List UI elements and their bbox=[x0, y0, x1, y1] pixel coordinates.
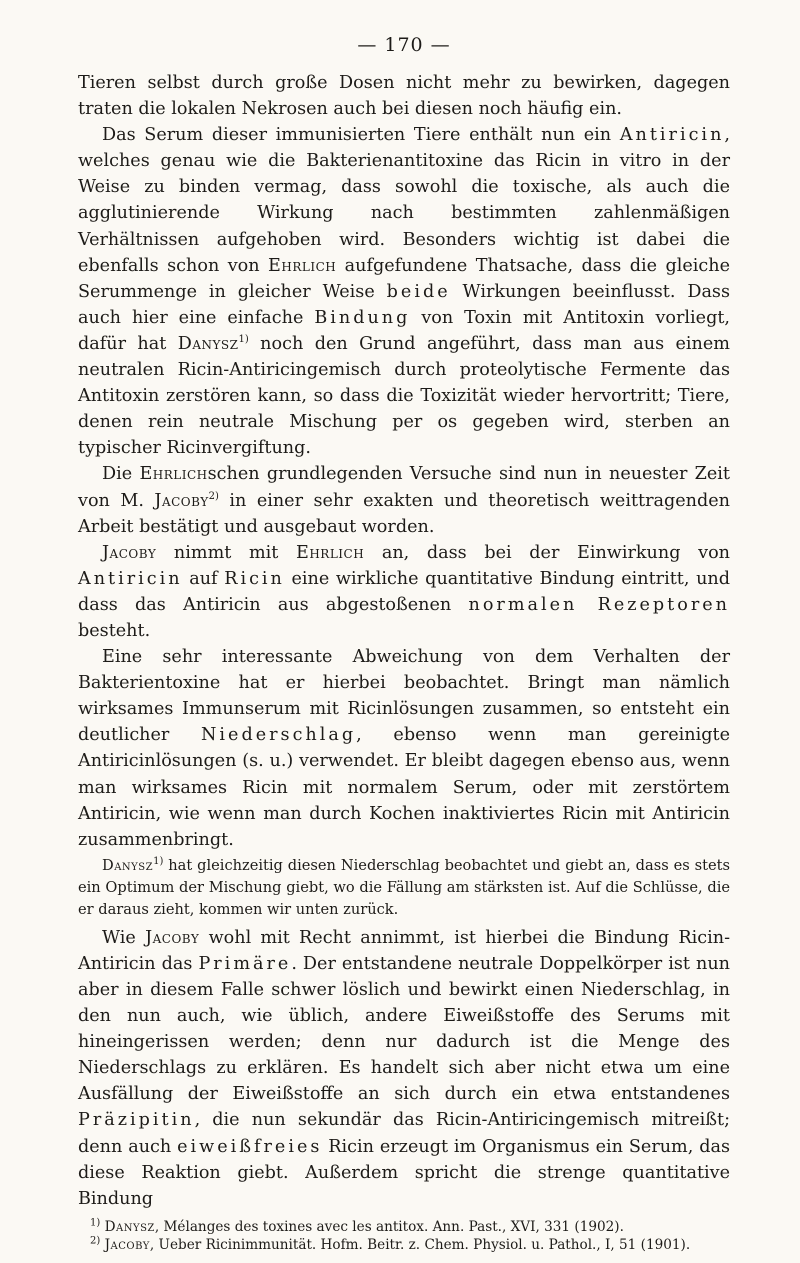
paragraph-5: Eine sehr interessante Abweichung von dem Verhalten der Bakterientoxine hat er hierbei beobachtet. Bringt man nämlich wirksames Immunserum mit Ricinlösungen zusammen, so entsteht ein deutlicher Niederschlag, ebenso wenn man gereinigte Antiricinlösungen (s. u.) verwendet. Er bleibt dagegen ebenso aus, wenn man wirksames Ricin mit normalem Serum, oder mit zerstörtem Antiricin, wie wenn man durch Kochen inaktiviertes Ricin mit Antiricin zusammenbringt. bbox=[78, 647, 730, 850]
emphasis-praezipitin: Präzipitin bbox=[78, 1110, 195, 1131]
footnote-ref: 1) bbox=[238, 334, 249, 346]
emphasis-antiricin: Antiricin bbox=[78, 568, 183, 589]
emphasis-bindung: Bindung bbox=[314, 307, 411, 328]
emphasis-rezeptoren: normalen Rezeptoren bbox=[468, 594, 730, 615]
paragraph-2: Das Serum dieser immunisierten Tiere enthält nun ein Antiricin, welches genau wie die Bakterienantitoxine das Ricin in vitro in der Weise zu binden vermag, dass sowohl die toxische, als auch die agglutinierende Wirkung nach bestimmten zahlenmäßigen Verhältnissen aufgehoben wird. Besonders wichtig ist dabei die ebenfalls schon von Ehrlich aufgefundene Thatsache, dass die gleiche Serummenge in gleicher Weise beide Wirkungen beeinflusst. Dass auch hier eine einfache Bindung von Toxin mit Antitoxin vorliegt, dafür hat Danysz$^{1)}$ noch den Grund angeführt, dass man aus einem neutralen Ricin-Antiricingemisch durch proteolytische Fermente das Antitoxin zerstören kann, so dass die Toxizität wieder hervortritt; Tiere, denen rein neutrale Mischung per os gegeben wird, sterben an typischer Ricinvergiftung. bbox=[78, 125, 731, 459]
author-name: Ehrlich bbox=[295, 542, 365, 563]
footnote-ref: 2) bbox=[208, 490, 219, 502]
emphasis-niederschlag: Niederschlag bbox=[201, 725, 357, 746]
emphasis-eiweissfreies: eiweißfreies bbox=[177, 1136, 323, 1157]
author-name: Jacoby bbox=[102, 542, 157, 563]
footnote-ref: 1) bbox=[153, 855, 164, 867]
author-name: Ehrlich bbox=[268, 255, 337, 276]
emphasis-ricin: Ricin bbox=[224, 568, 285, 589]
author-name: Danysz bbox=[177, 333, 239, 354]
paragraph-7: Wie Jacoby wohl mit Recht annimmt, ist hierbei die Bindung Ricin-Antiricin das Primäre. Der entstandene neutrale Doppelkörper ist nun aber in diesem Falle schwer löslich und bewirkt einen Niederschlag, in den nun auch, wie üblich, andere Eiweißstoffe des Serums mit hineingerissen werden; denn nur dadurch ist die Menge des Niederschlags zu erklären. Es handelt sich aber nicht etwa um eine Ausfällung der Eiweißstoffe an sich durch ein etwa entstandenes Präzipitin, die nun sekundär das Ricin-Antiricingemisch mitreißt; denn auch eiweißfreies Ricin erzeugt im Organismus ein Serum, das diese Reaktion giebt. Außerdem spricht die strenge quantitative Bindung bbox=[78, 927, 731, 1209]
author-name: Danysz bbox=[102, 856, 154, 874]
footnote-1: $^{1)}$ Danysz, Mélanges des toxines avec les antitox. Ann. Past., XVI, 331 (1902). bbox=[90, 1217, 624, 1235]
author-name: Danysz bbox=[104, 1218, 155, 1235]
paragraph-3: Die Ehrlichschen grundlegenden Versuche sind nun in neuester Zeit von M. Jacoby$^{2)}$ in einer sehr exakten und theoretisch weittragenden Arbeit bestätigt und ausgebaut worden. bbox=[78, 464, 731, 537]
emphasis-primaere: Primäre bbox=[198, 953, 292, 974]
author-name: Ehrlich bbox=[139, 464, 208, 485]
paragraph-4: Jacoby nimmt mit Ehrlich an, dass bei der Einwirkung von Antiricin auf Ricin eine wirkliche quantitative Bindung eintritt, und dass das Antiricin aus abgestoßenen normalen Rezeptoren besteht. bbox=[78, 542, 730, 641]
footnotes bbox=[78, 1218, 730, 1254]
emphasis-beide: beide bbox=[386, 281, 451, 302]
author-name: Jacoby bbox=[154, 490, 209, 511]
emphasis-antiricin: Antiricin bbox=[619, 125, 725, 146]
footnote-2: $^{2)}$ Jacoby, Ueber Ricinimmunität. Hofm. Beitr. z. Chem. Physiol. u. Pathol., I, 51 (1901). bbox=[90, 1235, 691, 1253]
paragraph-6-smallprint: Danysz$^{1)}$ hat gleichzeitig diesen Niederschlag beobachtet und giebt an, dass es stets ein Optimum der Mischung giebt, wo die Fällung am stärksten ist. Auf die Schlüsse, die er daraus zieht, kommen wir unten zurück. bbox=[78, 855, 730, 918]
paragraph-1: Tieren selbst durch große Dosen nicht mehr zu bewirken, dagegen traten die lokalen Nekrosen auch bei diesen noch häufig ein. bbox=[78, 73, 730, 120]
author-name: Jacoby bbox=[104, 1236, 150, 1253]
page-number: — 170 — bbox=[357, 34, 451, 56]
author-name: Jacoby bbox=[145, 927, 200, 948]
